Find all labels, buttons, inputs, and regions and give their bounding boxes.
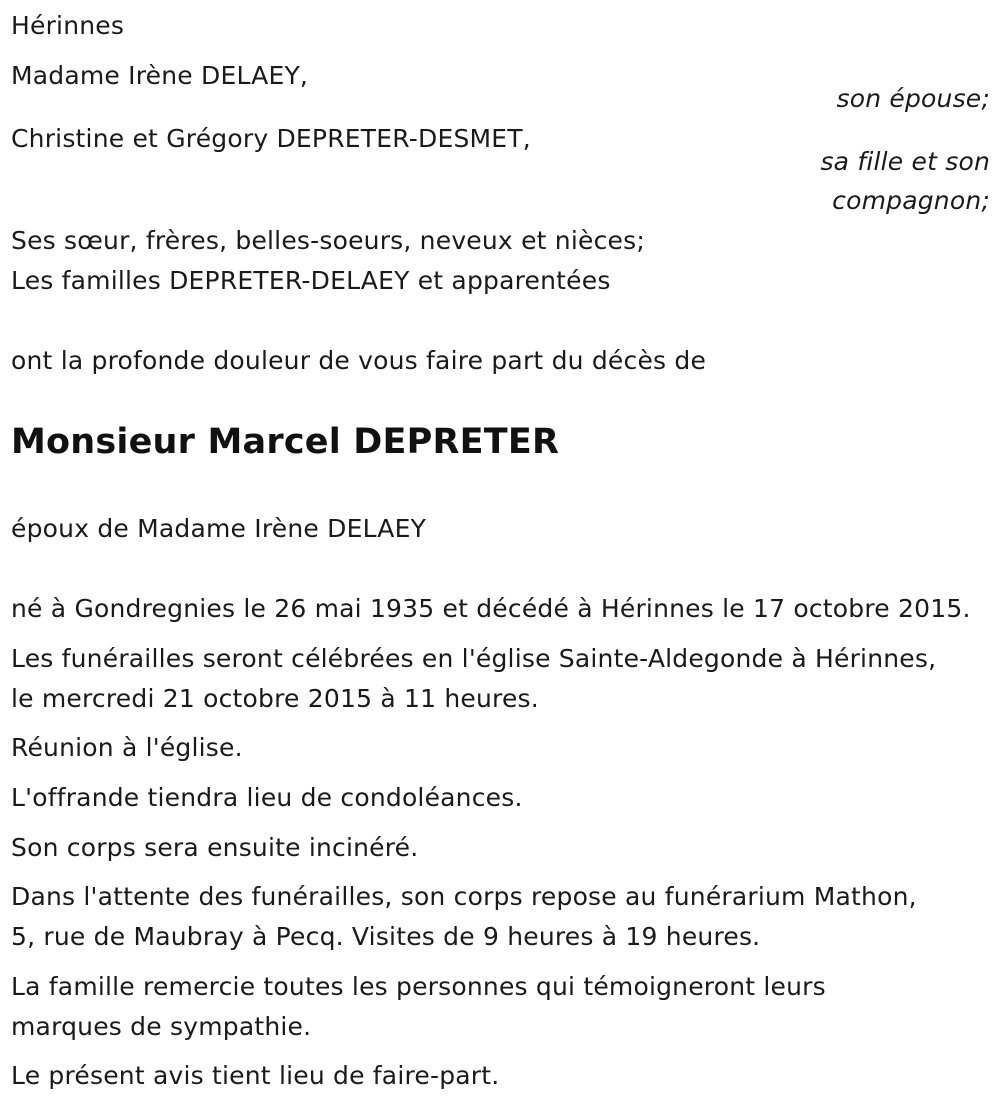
funeral-line2: le mercredi 21 octobre 2015 à 11 heures. — [11, 684, 539, 713]
thanks-line1: La famille remercie toutes les personnes qui témoigneront leurs — [11, 972, 826, 1001]
deceased-name: Monsieur Marcel DEPRETER — [11, 422, 560, 462]
funeral-home-line2: 5, rue de Maubray à Pecq. Visites de 9 heures à 19 heures. — [11, 922, 761, 951]
thanks-line2: marques de sympathie. — [11, 1012, 312, 1041]
cremation-line: Son corps sera ensuite incinéré. — [11, 833, 419, 862]
funeral-line1: Les funérailles seront célébrées en l'église Sainte-Aldegonde à Hérinnes, — [11, 644, 937, 673]
birth-death-line: né à Gondregnies le 26 mai 1935 et décédé à Hérinnes le 17 octobre 2015. — [11, 594, 971, 623]
daughter-name: Christine et Grégory DEPRETER-DESMET, — [11, 124, 531, 153]
spouse-of-line: époux de Madame Irène DELAEY — [11, 514, 427, 543]
notice-line: Le présent avis tient lieu de faire-part. — [11, 1061, 500, 1090]
offering-line: L'offrande tiendra lieu de condoléances. — [11, 783, 523, 812]
families-line: Les familles DEPRETER-DELAEY et apparentées — [11, 266, 611, 295]
daughter-role-line2: compagnon; — [832, 186, 990, 215]
siblings-line: Ses sœur, frères, belles-soeurs, neveux et nièces; — [11, 226, 645, 255]
header-location: Hérinnes — [11, 11, 125, 40]
daughter-role-line1: sa fille et son — [820, 147, 990, 176]
announcement-intro: ont la profonde douleur de vous faire part du décès de — [11, 346, 707, 375]
meeting-line: Réunion à l'église. — [11, 733, 243, 762]
spouse-name: Madame Irène DELAEY, — [11, 61, 309, 90]
funeral-home-line1: Dans l'attente des funérailles, son corps repose au funérarium Mathon, — [11, 882, 917, 911]
spouse-role: son épouse; — [836, 84, 990, 113]
